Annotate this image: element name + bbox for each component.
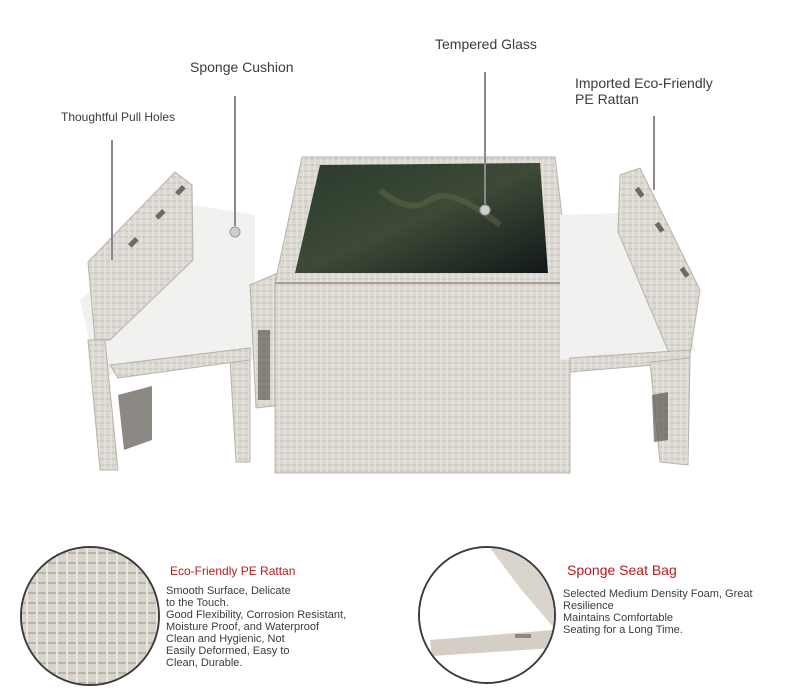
feature-cushion-line: Resilience bbox=[563, 600, 614, 612]
callout-pe-rattan-line1: Imported Eco-Friendly bbox=[575, 75, 713, 91]
seat-cushion-thumbnail bbox=[418, 546, 556, 684]
callout-sponge-cushion: Sponge Cushion bbox=[190, 59, 294, 75]
callout-pe-rattan-line2: PE Rattan bbox=[575, 91, 639, 107]
feature-cushion-line: Selected Medium Density Foam, Great bbox=[563, 588, 753, 600]
callout-tempered-glass: Tempered Glass bbox=[435, 36, 537, 52]
left-bench-rear-leg bbox=[230, 360, 250, 462]
table-front-panel bbox=[275, 283, 570, 473]
feature-rattan-title: Eco-Friendly PE Rattan bbox=[170, 564, 296, 578]
feature-rattan-text bbox=[166, 585, 346, 669]
feature-rattan-line: Easily Deformed, Easy to bbox=[166, 645, 290, 657]
feature-cushion-text bbox=[563, 588, 753, 636]
seat-cushion-image bbox=[420, 548, 554, 682]
feature-rattan-line: Clean, Durable. bbox=[166, 657, 243, 669]
left-bench-shadow bbox=[118, 386, 152, 450]
left-stool-shadow bbox=[258, 330, 270, 400]
right-bench-shadow bbox=[652, 392, 668, 442]
rattan-weave-thumbnail bbox=[20, 546, 160, 686]
callout-pull-holes: Thoughtful Pull Holes bbox=[61, 110, 176, 124]
feature-cushion-line: Seating for a Long Time. bbox=[563, 624, 683, 636]
feature-cushion-line: Maintains Comfortable bbox=[563, 612, 674, 624]
feature-rattan-line: Moisture Proof, and Waterproof bbox=[166, 621, 320, 633]
rattan-weave-image bbox=[22, 548, 158, 684]
feature-rattan-line: to the Touch. bbox=[166, 597, 229, 609]
feature-rattan-line: Smooth Surface, Delicate bbox=[166, 585, 291, 597]
table-glass-top bbox=[295, 163, 548, 273]
feature-cushion-title: Sponge Seat Bag bbox=[567, 562, 677, 578]
sponge-cushion-dot bbox=[230, 227, 240, 237]
feature-rattan-line: Clean and Hygienic, Not bbox=[166, 633, 285, 645]
dining-table bbox=[275, 157, 570, 473]
tempered-glass-dot bbox=[480, 205, 490, 215]
right-bench bbox=[560, 168, 700, 465]
feature-rattan-line: Good Flexibility, Corrosion Resistant, bbox=[166, 609, 347, 621]
left-bench bbox=[80, 172, 255, 470]
